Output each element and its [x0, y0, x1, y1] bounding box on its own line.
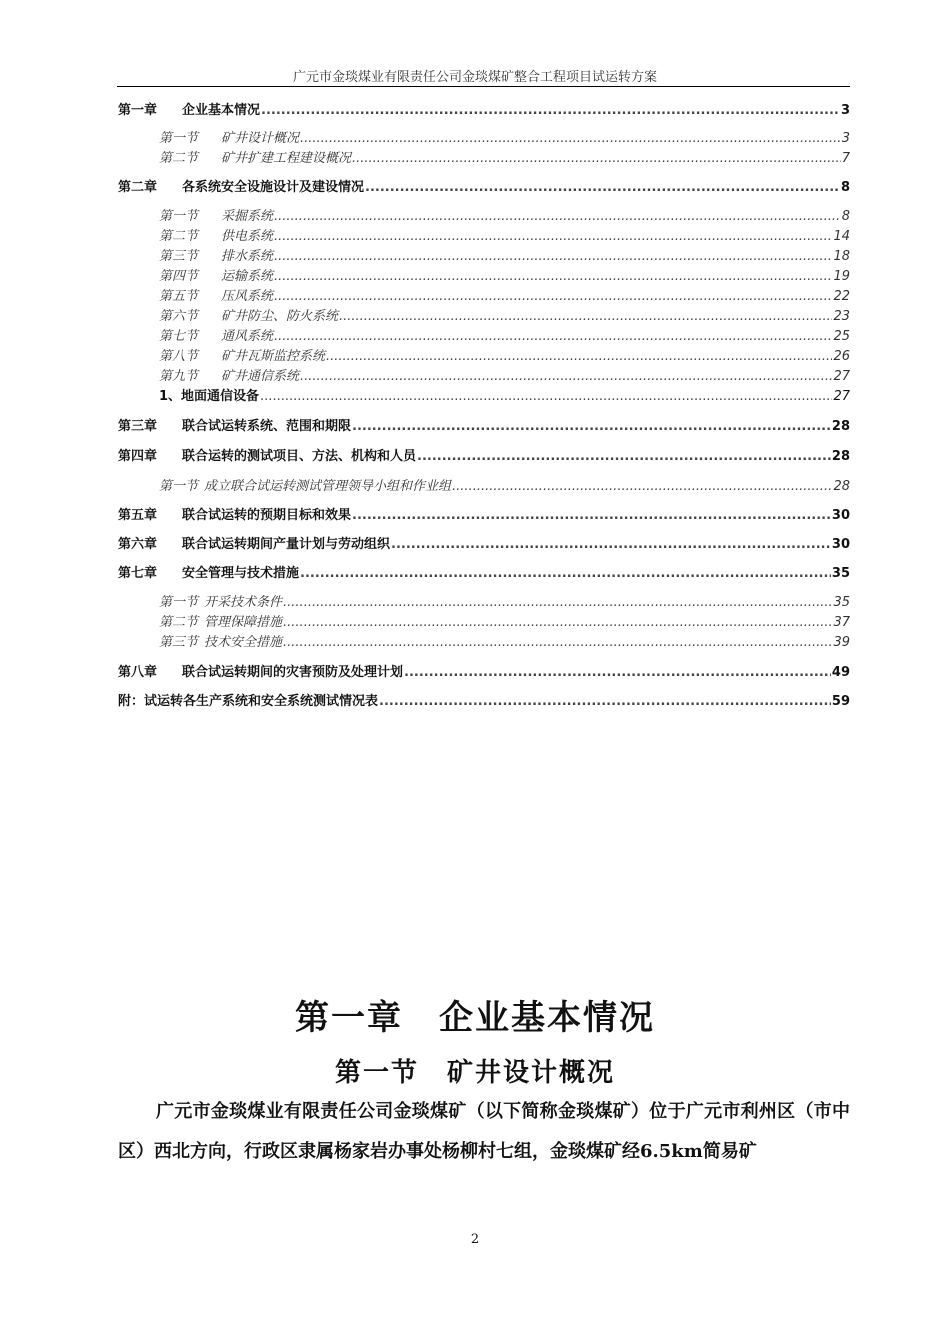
toc-page-number: 30 [831, 537, 850, 552]
toc-leader-dots [274, 267, 832, 287]
toc-entry-section[interactable] [118, 327, 850, 347]
toc-leader-dots [404, 663, 831, 683]
toc-entry-text: 管理保障措施 [204, 615, 283, 630]
body-paragraph: 广元市金琰煤业有限责任公司金琰煤矿（以下简称金琰煤矿）位于广元市利州区（市中区）西北方向，行政区隶属杨家岩办事处杨柳村七组，金琰煤矿经6.5km简易矿 [118, 1101, 850, 1162]
toc-entry-number: 第三节 [159, 249, 199, 264]
toc-entry-text: 联合试运转期间的灾害预防及处理计划 [182, 665, 404, 680]
toc-entry-number: 第八章 [118, 665, 158, 680]
toc-page-number: 8 [840, 180, 850, 195]
toc-entry-number: 第二章 [118, 180, 158, 195]
toc-entry-text: 技术安全措施 [204, 635, 283, 650]
toc-entry-number: 第六章 [118, 537, 158, 552]
toc-entry-number: 第六节 [159, 309, 199, 324]
toc-leader-dots [274, 327, 832, 347]
toc-page-number: 35 [833, 595, 850, 610]
toc-entry-text: 矿井设计概况 [221, 131, 300, 146]
toc-page-number: 25 [833, 329, 850, 344]
toc-entry-section[interactable] [118, 287, 850, 307]
toc-entry-text: 联合试运转的预期目标和效果 [182, 508, 352, 523]
toc-entry-text: 附：试运转各生产系统和安全系统测试情况表 [118, 694, 379, 709]
toc-page-number: 8 [841, 209, 850, 224]
toc-entry-number: 第一章 [118, 103, 158, 118]
toc-entry-text: 联合试运转系统、范围和期限 [182, 419, 352, 434]
toc-leader-dots [274, 287, 832, 307]
toc-leader-dots [417, 447, 831, 467]
toc-entry-number: 第二节 [159, 151, 199, 166]
toc-page-number: 19 [833, 269, 850, 284]
toc-entry-text: 成立联合试运转测试管理领导小组和作业组 [204, 479, 452, 494]
toc-entry-number: 第一节 [159, 209, 199, 224]
toc-entry-title [159, 327, 273, 347]
toc-entry-number: 第五节 [159, 289, 199, 304]
toc-entry-section[interactable] [118, 207, 850, 227]
toc-page-number: 27 [833, 369, 850, 384]
toc-entry-number: 第八节 [159, 349, 199, 364]
toc-entry-text: 开采技术条件 [204, 595, 283, 610]
toc-leader-dots [300, 564, 831, 584]
toc-entry-title [159, 207, 273, 227]
toc-entry-title [159, 593, 282, 613]
toc-entry-section[interactable] [118, 129, 850, 149]
toc-page-number: 3 [841, 131, 850, 146]
toc-entry-text: 排水系统 [221, 249, 274, 264]
toc-page-number: 59 [831, 694, 850, 709]
toc-entry-section[interactable] [118, 307, 850, 327]
toc-page-number: 39 [833, 635, 850, 650]
toc-leader-dots [379, 692, 831, 712]
header-rule [117, 86, 850, 87]
toc-page-number: 23 [833, 309, 850, 324]
toc-leader-dots [274, 247, 832, 267]
toc-entry-title [118, 506, 351, 526]
toc-entry-text: 运输系统 [221, 269, 274, 284]
toc-entry-number: 第九节 [159, 369, 199, 384]
toc-entry-chapter[interactable] [118, 535, 850, 555]
toc-entry-chapter[interactable] [118, 447, 850, 467]
toc-entry-section[interactable] [118, 613, 850, 633]
toc-entry-title [159, 633, 282, 653]
toc-entry-section[interactable] [118, 267, 850, 287]
toc-leader-dots [300, 367, 832, 387]
toc-page-number: 28 [833, 479, 850, 494]
toc-entry-number: 第三章 [118, 419, 158, 434]
toc-leader-dots [274, 207, 841, 227]
toc-page-number: 49 [831, 665, 850, 680]
toc-entry-title [159, 477, 451, 497]
toc-leader-dots [300, 129, 841, 149]
section-title: 第一节 矿井设计概况 [334, 1058, 615, 1088]
toc-leader-dots [391, 535, 831, 555]
toc-entry-text: 矿井瓦斯监控系统 [221, 349, 326, 364]
toc-entry-number: 第七节 [159, 329, 199, 344]
toc-entry-text: 联合试运转期间产量计划与劳动组织 [182, 537, 391, 552]
toc-entry-text: 企业基本情况 [182, 103, 261, 118]
toc-entry-title [118, 564, 299, 584]
toc-leader-dots [452, 477, 832, 497]
toc-entry-chapter[interactable] [118, 564, 850, 584]
toc-leader-dots [283, 593, 832, 613]
toc-entry-text: 供电系统 [221, 229, 274, 244]
page-header: 广元市金琰煤业有限责任公司金琰煤矿整合工程项目试运转方案 [292, 70, 657, 85]
toc-entry-title [118, 178, 364, 198]
toc-entry-number: 第四节 [159, 269, 199, 284]
toc-leader-dots [352, 149, 841, 169]
toc-entry-title [159, 267, 273, 287]
toc-page-number: 37 [833, 615, 850, 630]
toc-entry-section[interactable] [118, 477, 850, 497]
toc-entry-number: 第二节 [159, 229, 199, 244]
toc-entry-section[interactable] [118, 367, 850, 387]
toc-page-number: 28 [831, 449, 850, 464]
toc-entry-title [159, 129, 299, 149]
toc-entry-number: 第五章 [118, 508, 158, 523]
toc-entry-section[interactable] [118, 593, 850, 613]
toc-entry-title [118, 447, 416, 467]
toc-leader-dots [274, 227, 832, 247]
toc-leader-dots [339, 307, 832, 327]
toc-leader-dots [283, 633, 832, 653]
toc-entry-number: 第三节 [159, 635, 199, 650]
toc-entry-chapter[interactable] [118, 663, 850, 683]
toc-page-number: 27 [833, 389, 850, 404]
toc-entry-chapter[interactable] [118, 178, 850, 198]
toc-entry-section[interactable] [118, 247, 850, 267]
chapter-title: 第一章 企业基本情况 [295, 998, 655, 1038]
toc-leader-dots [261, 101, 840, 121]
toc-entry-title [118, 101, 260, 121]
toc-entry-chapter[interactable] [118, 417, 850, 437]
toc-entry-chapter[interactable] [118, 506, 850, 526]
toc-page-number: 18 [833, 249, 850, 264]
table-of-contents [118, 101, 850, 712]
toc-entry-number: 第一节 [159, 595, 199, 610]
toc-entry-text: 矿井扩建工程建设概况 [221, 151, 352, 166]
toc-entry-section[interactable] [118, 347, 850, 367]
toc-entry-number: 第一节 [159, 131, 199, 146]
toc-entry-text: 矿井通信系统 [221, 369, 300, 384]
toc-entry-section[interactable] [118, 149, 850, 169]
toc-leader-dots [283, 613, 832, 633]
toc-entry-text: 采掘系统 [221, 209, 274, 224]
toc-entry-number: 第七章 [118, 566, 158, 581]
toc-entry-text: 矿井防尘、防火系统 [221, 309, 339, 324]
toc-entry-title [118, 535, 390, 555]
toc-entry-title [159, 227, 273, 247]
toc-leader-dots [326, 347, 832, 367]
toc-entry-title [118, 417, 351, 437]
toc-entry-title [118, 663, 403, 683]
toc-entry-title [159, 367, 299, 387]
toc-page-number: 22 [833, 289, 850, 304]
toc-page-number: 35 [831, 566, 850, 581]
toc-page-number: 28 [831, 419, 850, 434]
toc-entry-title [118, 692, 378, 712]
toc-entry-title [159, 307, 338, 327]
toc-leader-dots [352, 417, 831, 437]
toc-entry-text: 通风系统 [221, 329, 274, 344]
toc-entry-title [159, 387, 259, 407]
toc-entry-chapter[interactable] [118, 692, 850, 712]
toc-entry-text: 各系统安全设施设计及建设情况 [182, 180, 365, 195]
toc-entry-section[interactable] [118, 633, 850, 653]
toc-entry-title [159, 287, 273, 307]
toc-entry-title [159, 149, 351, 169]
toc-entry-text: 安全管理与技术措施 [182, 566, 300, 581]
toc-leader-dots [260, 387, 832, 407]
toc-leader-dots [365, 178, 840, 198]
toc-page-number: 7 [841, 151, 850, 166]
toc-entry-number: 第二节 [159, 615, 199, 630]
toc-entry-chapter[interactable] [118, 101, 850, 121]
toc-entry-item[interactable] [118, 387, 850, 407]
toc-entry-text: 1、地面通信设备 [159, 389, 260, 404]
toc-entry-text: 联合运转的测试项目、方法、机构和人员 [182, 449, 417, 464]
toc-entry-text: 压风系统 [221, 289, 274, 304]
page-number: 2 [470, 1232, 480, 1247]
toc-leader-dots [352, 506, 831, 526]
toc-page-number: 3 [840, 103, 850, 118]
toc-entry-section[interactable] [118, 227, 850, 247]
toc-page-number: 14 [833, 229, 850, 244]
toc-page-number: 26 [833, 349, 850, 364]
toc-entry-number: 第四章 [118, 449, 158, 464]
toc-entry-title [159, 347, 325, 367]
toc-page-number: 30 [831, 508, 850, 523]
toc-entry-title [159, 247, 273, 267]
toc-entry-title [159, 613, 282, 633]
toc-entry-number: 第一节 [159, 479, 199, 494]
